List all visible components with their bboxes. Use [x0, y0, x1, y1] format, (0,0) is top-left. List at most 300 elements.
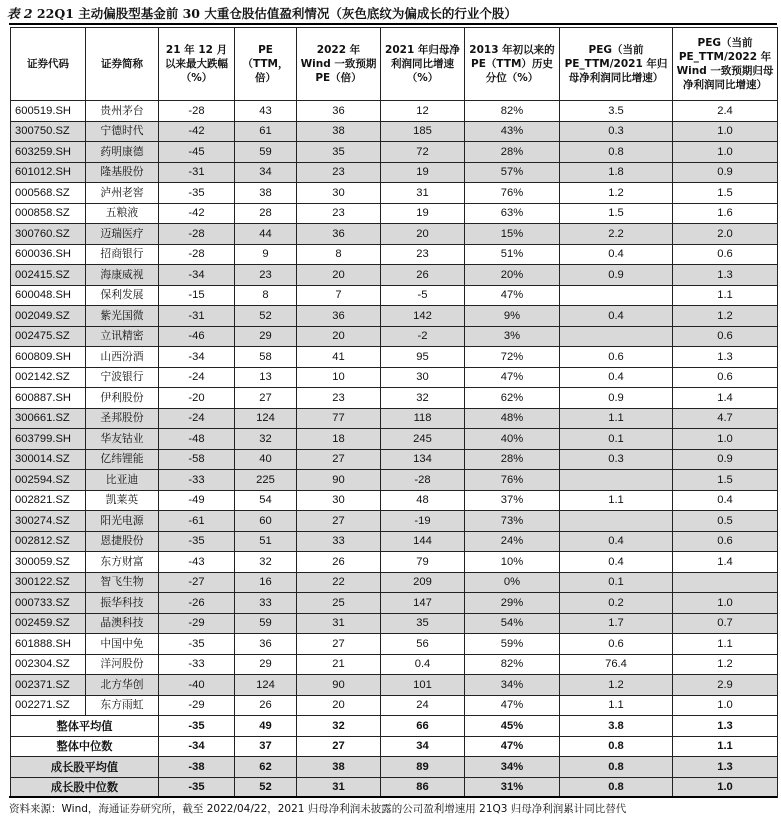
cell-pe: 27 [235, 388, 297, 409]
cell-peg-2022: 0.7 [673, 613, 778, 634]
cell-peg-2021: 0.3 [560, 449, 673, 470]
cell-pe-percentile: 76% [465, 470, 560, 491]
cell-growth2021: 56 [381, 634, 465, 655]
cell-drawdown: -40 [159, 675, 235, 696]
cell-pe: 32 [235, 552, 297, 573]
cell-name: 东方雨虹 [86, 695, 159, 716]
cell-growth2021: -28 [381, 470, 465, 491]
header-pe-percentile: 2013 年初以来的 PE（TTM）历史分位（%） [465, 28, 560, 101]
cell-peg-2022: 1.5 [673, 183, 778, 204]
cell-name: 洋河股份 [86, 654, 159, 675]
table-row [11, 654, 778, 675]
cell-drawdown: -35 [159, 531, 235, 552]
cell-drawdown: -61 [159, 511, 235, 532]
cell-growth2021: 134 [381, 449, 465, 470]
cell-code: 600887.SH [11, 388, 86, 409]
cell-name: 贵州茅台 [86, 101, 159, 122]
cell-pe-percentile: 29% [465, 593, 560, 614]
cell-peg-2021 [560, 326, 673, 347]
cell-pe-percentile: 20% [465, 265, 560, 286]
header-peg-2022: PEG（当前 PE_TTM/2022 年 Wind 一致预期归母净利润同比增速） [673, 28, 778, 101]
summary-label: 整体中位数 [11, 736, 159, 757]
cell-peg-2021: 2.2 [560, 224, 673, 245]
cell-peg-2022: 2.0 [673, 224, 778, 245]
cell-drawdown: -29 [159, 695, 235, 716]
cell-pe-percentile: 63% [465, 203, 560, 224]
cell-pe: 54 [235, 490, 297, 511]
cell-peg-2021: 0.4 [560, 531, 673, 552]
cell-peg-2022: 1.2 [673, 306, 778, 327]
cell-pe-percentile: 57% [465, 162, 560, 183]
cell-pe2022: 36 [297, 306, 381, 327]
cell-peg-2021 [560, 511, 673, 532]
cell-drawdown: -28 [159, 244, 235, 265]
cell-drawdown: -28 [159, 101, 235, 122]
cell-pe: 62 [235, 757, 297, 778]
cell-pe2022: 25 [297, 593, 381, 614]
cell-peg-2022: 1.3 [673, 716, 778, 737]
table-row [11, 183, 778, 204]
cell-peg-2021: 1.7 [560, 613, 673, 634]
cell-name: 北方华创 [86, 675, 159, 696]
cell-drawdown: -34 [159, 347, 235, 368]
cell-code: 600809.SH [11, 347, 86, 368]
cell-name: 圣邦股份 [86, 408, 159, 429]
cell-growth2021: -5 [381, 285, 465, 306]
cell-peg-2022: 1.6 [673, 203, 778, 224]
summary-row [11, 757, 778, 778]
table-row [11, 490, 778, 511]
cell-pe-percentile: 40% [465, 429, 560, 450]
cell-pe2022: 20 [297, 326, 381, 347]
cell-pe2022: 27 [297, 736, 381, 757]
cell-pe2022: 18 [297, 429, 381, 450]
cell-code: 600519.SH [11, 101, 86, 122]
cell-pe: 49 [235, 716, 297, 737]
cell-peg-2022: 1.1 [673, 634, 778, 655]
cell-growth2021: 147 [381, 593, 465, 614]
table-row [11, 429, 778, 450]
cell-pe-percentile: 3% [465, 326, 560, 347]
cell-drawdown: -34 [159, 736, 235, 757]
cell-peg-2022: 1.0 [673, 695, 778, 716]
cell-peg-2022: 0.6 [673, 531, 778, 552]
cell-code: 002475.SZ [11, 326, 86, 347]
table-row [11, 162, 778, 183]
cell-peg-2022: 0.9 [673, 449, 778, 470]
cell-peg-2021: 0.9 [560, 388, 673, 409]
cell-name: 晶澳科技 [86, 613, 159, 634]
cell-code: 000858.SZ [11, 203, 86, 224]
cell-name: 智飞生物 [86, 572, 159, 593]
cell-name: 保利发展 [86, 285, 159, 306]
cell-growth2021: -2 [381, 326, 465, 347]
cell-peg-2022: 1.4 [673, 552, 778, 573]
cell-pe: 60 [235, 511, 297, 532]
cell-pe: 44 [235, 224, 297, 245]
cell-pe2022: 8 [297, 244, 381, 265]
cell-pe: 38 [235, 183, 297, 204]
cell-name: 立讯精密 [86, 326, 159, 347]
cell-growth2021: 19 [381, 162, 465, 183]
cell-drawdown: -26 [159, 593, 235, 614]
cell-peg-2022: 1.3 [673, 347, 778, 368]
cell-growth2021: 32 [381, 388, 465, 409]
cell-growth2021: 24 [381, 695, 465, 716]
cell-name: 紫光国微 [86, 306, 159, 327]
cell-pe: 59 [235, 613, 297, 634]
cell-peg-2021: 0.4 [560, 244, 673, 265]
cell-pe-percentile: 28% [465, 449, 560, 470]
cell-code: 300760.SZ [11, 224, 86, 245]
cell-growth2021: 66 [381, 716, 465, 737]
cell-peg-2022: 1.0 [673, 142, 778, 163]
cell-code: 300059.SZ [11, 552, 86, 573]
table-row [11, 572, 778, 593]
cell-drawdown: -29 [159, 613, 235, 634]
cell-name: 比亚迪 [86, 470, 159, 491]
cell-pe-percentile: 34% [465, 675, 560, 696]
cell-pe-percentile: 47% [465, 736, 560, 757]
bottom-rule [9, 796, 777, 798]
cell-name: 海康威视 [86, 265, 159, 286]
cell-pe2022: 7 [297, 285, 381, 306]
cell-code: 002371.SZ [11, 675, 86, 696]
cell-peg-2022: 0.6 [673, 326, 778, 347]
cell-drawdown: -28 [159, 224, 235, 245]
header-code: 证券代码 [11, 28, 86, 101]
cell-peg-2021: 1.2 [560, 675, 673, 696]
cell-pe: 33 [235, 593, 297, 614]
header-row [11, 28, 778, 101]
cell-pe-percentile: 43% [465, 121, 560, 142]
cell-pe: 34 [235, 162, 297, 183]
cell-peg-2021: 0.1 [560, 572, 673, 593]
cell-pe2022: 77 [297, 408, 381, 429]
cell-pe-percentile: 47% [465, 285, 560, 306]
cell-code: 300122.SZ [11, 572, 86, 593]
cell-pe-percentile: 51% [465, 244, 560, 265]
table-row [11, 675, 778, 696]
cell-pe: 16 [235, 572, 297, 593]
cell-pe-percentile: 28% [465, 142, 560, 163]
cell-pe-percentile: 48% [465, 408, 560, 429]
table-row [11, 142, 778, 163]
cell-name: 伊利股份 [86, 388, 159, 409]
table-row [11, 470, 778, 491]
header-drawdown: 21 年 12 月以来最大跌幅（%） [159, 28, 235, 101]
cell-growth2021: 86 [381, 777, 465, 798]
cell-growth2021: 19 [381, 203, 465, 224]
cell-peg-2021: 0.8 [560, 777, 673, 798]
cell-drawdown: -42 [159, 203, 235, 224]
cell-pe2022: 38 [297, 757, 381, 778]
cell-growth2021: 142 [381, 306, 465, 327]
cell-pe2022: 23 [297, 388, 381, 409]
cell-pe2022: 21 [297, 654, 381, 675]
table-row [11, 613, 778, 634]
cell-drawdown: -58 [159, 449, 235, 470]
cell-pe: 9 [235, 244, 297, 265]
cell-pe2022: 31 [297, 613, 381, 634]
cell-pe-percentile: 47% [465, 367, 560, 388]
cell-peg-2022: 1.0 [673, 429, 778, 450]
table-row [11, 285, 778, 306]
table-row [11, 449, 778, 470]
cell-pe: 52 [235, 777, 297, 798]
cell-peg-2021 [560, 470, 673, 491]
cell-peg-2021: 0.4 [560, 306, 673, 327]
cell-pe: 61 [235, 121, 297, 142]
cell-drawdown: -42 [159, 121, 235, 142]
cell-code: 000568.SZ [11, 183, 86, 204]
cell-pe: 59 [235, 142, 297, 163]
cell-peg-2022: 0.6 [673, 367, 778, 388]
cell-pe: 29 [235, 326, 297, 347]
cell-code: 002459.SZ [11, 613, 86, 634]
cell-growth2021: 89 [381, 757, 465, 778]
cell-pe2022: 27 [297, 511, 381, 532]
cell-pe-percentile: 0% [465, 572, 560, 593]
cell-growth2021: 118 [381, 408, 465, 429]
cell-name: 振华科技 [86, 593, 159, 614]
cell-peg-2022: 1.3 [673, 265, 778, 286]
cell-peg-2021: 0.4 [560, 552, 673, 573]
cell-peg-2021: 0.6 [560, 347, 673, 368]
cell-peg-2021: 0.3 [560, 121, 673, 142]
cell-pe2022: 32 [297, 716, 381, 737]
top-rule [9, 23, 777, 25]
cell-pe: 29 [235, 654, 297, 675]
cell-code: 601012.SH [11, 162, 86, 183]
table-row [11, 531, 778, 552]
table-row [11, 265, 778, 286]
cell-growth2021: 23 [381, 244, 465, 265]
cell-code: 002415.SZ [11, 265, 86, 286]
valuation-table [10, 27, 778, 798]
cell-name: 药明康德 [86, 142, 159, 163]
cell-code: 300750.SZ [11, 121, 86, 142]
cell-drawdown: -24 [159, 408, 235, 429]
table-row [11, 326, 778, 347]
cell-drawdown: -35 [159, 183, 235, 204]
table-row [11, 347, 778, 368]
cell-pe: 36 [235, 634, 297, 655]
cell-growth2021: 48 [381, 490, 465, 511]
cell-peg-2021: 3.8 [560, 716, 673, 737]
cell-drawdown: -49 [159, 490, 235, 511]
header-name: 证券简称 [86, 28, 159, 101]
cell-pe2022: 36 [297, 101, 381, 122]
cell-growth2021: 144 [381, 531, 465, 552]
cell-peg-2021: 1.1 [560, 490, 673, 511]
cell-pe-percentile: 59% [465, 634, 560, 655]
cell-name: 华友钴业 [86, 429, 159, 450]
cell-name: 亿纬锂能 [86, 449, 159, 470]
cell-pe2022: 30 [297, 183, 381, 204]
cell-pe: 23 [235, 265, 297, 286]
table-row [11, 224, 778, 245]
cell-peg-2021: 1.8 [560, 162, 673, 183]
cell-code: 002304.SZ [11, 654, 86, 675]
cell-pe-percentile: 10% [465, 552, 560, 573]
cell-growth2021: 34 [381, 736, 465, 757]
table-row [11, 306, 778, 327]
summary-row [11, 716, 778, 737]
cell-code: 300014.SZ [11, 449, 86, 470]
summary-row [11, 777, 778, 798]
cell-peg-2022: 1.5 [673, 470, 778, 491]
cell-pe2022: 27 [297, 449, 381, 470]
cell-code: 600048.SH [11, 285, 86, 306]
cell-peg-2022: 1.0 [673, 777, 778, 798]
cell-code: 603799.SH [11, 429, 86, 450]
cell-code: 300661.SZ [11, 408, 86, 429]
cell-growth2021: 35 [381, 613, 465, 634]
table-row [11, 121, 778, 142]
cell-code: 600036.SH [11, 244, 86, 265]
table-row [11, 511, 778, 532]
cell-pe-percentile: 47% [465, 695, 560, 716]
table-row [11, 634, 778, 655]
cell-peg-2022: 0.4 [673, 490, 778, 511]
cell-growth2021: 12 [381, 101, 465, 122]
cell-pe: 40 [235, 449, 297, 470]
table-row [11, 695, 778, 716]
cell-drawdown: -38 [159, 757, 235, 778]
cell-peg-2022: 4.7 [673, 408, 778, 429]
cell-name: 五粮液 [86, 203, 159, 224]
summary-label: 整体平均值 [11, 716, 159, 737]
cell-pe: 58 [235, 347, 297, 368]
cell-drawdown: -43 [159, 552, 235, 573]
cell-pe-percentile: 62% [465, 388, 560, 409]
cell-pe: 8 [235, 285, 297, 306]
cell-name: 宁德时代 [86, 121, 159, 142]
header-growth2021: 2021 年归母净利润同比增速（%） [381, 28, 465, 101]
cell-pe-percentile: 34% [465, 757, 560, 778]
cell-peg-2022: 0.9 [673, 162, 778, 183]
cell-pe2022: 22 [297, 572, 381, 593]
cell-drawdown: -45 [159, 142, 235, 163]
cell-growth2021: 79 [381, 552, 465, 573]
cell-pe: 124 [235, 675, 297, 696]
table-row [11, 367, 778, 388]
cell-peg-2021: 0.8 [560, 736, 673, 757]
cell-pe: 32 [235, 429, 297, 450]
table-row [11, 593, 778, 614]
cell-pe2022: 41 [297, 347, 381, 368]
cell-pe-percentile: 45% [465, 716, 560, 737]
cell-drawdown: -31 [159, 162, 235, 183]
summary-label: 成长股平均值 [11, 757, 159, 778]
cell-peg-2021: 1.1 [560, 695, 673, 716]
cell-name: 东方财富 [86, 552, 159, 573]
cell-name: 宁波银行 [86, 367, 159, 388]
cell-pe2022: 10 [297, 367, 381, 388]
table-row [11, 101, 778, 122]
cell-pe2022: 23 [297, 162, 381, 183]
cell-pe2022: 20 [297, 265, 381, 286]
cell-peg-2022: 2.9 [673, 675, 778, 696]
cell-peg-2021: 0.1 [560, 429, 673, 450]
cell-peg-2022: 1.0 [673, 593, 778, 614]
cell-growth2021: 72 [381, 142, 465, 163]
cell-peg-2021: 0.4 [560, 367, 673, 388]
cell-pe-percentile: 31% [465, 777, 560, 798]
cell-pe2022: 35 [297, 142, 381, 163]
summary-row [11, 736, 778, 757]
cell-growth2021: 101 [381, 675, 465, 696]
cell-pe2022: 38 [297, 121, 381, 142]
cell-peg-2022: 1.0 [673, 121, 778, 142]
cell-drawdown: -48 [159, 429, 235, 450]
cell-peg-2022: 1.1 [673, 285, 778, 306]
header-peg-2021: PEG（当前 PE_TTM/2021 年归母净利润同比增速） [560, 28, 673, 101]
cell-code: 002142.SZ [11, 367, 86, 388]
cell-pe-percentile: 82% [465, 654, 560, 675]
table-number: 表 2 [7, 6, 33, 21]
cell-pe: 37 [235, 736, 297, 757]
cell-code: 603259.SH [11, 142, 86, 163]
cell-peg-2022: 0.6 [673, 244, 778, 265]
table-row [11, 203, 778, 224]
cell-drawdown: -35 [159, 777, 235, 798]
cell-drawdown: -33 [159, 654, 235, 675]
cell-pe: 26 [235, 695, 297, 716]
cell-peg-2022: 1.3 [673, 757, 778, 778]
cell-pe2022: 23 [297, 203, 381, 224]
cell-peg-2021: 0.6 [560, 634, 673, 655]
cell-code: 002594.SZ [11, 470, 86, 491]
cell-peg-2022: 0.5 [673, 511, 778, 532]
cell-name: 恩捷股份 [86, 531, 159, 552]
cell-code: 002812.SZ [11, 531, 86, 552]
cell-pe: 13 [235, 367, 297, 388]
cell-name: 山西汾酒 [86, 347, 159, 368]
cell-growth2021: 245 [381, 429, 465, 450]
cell-code: 002049.SZ [11, 306, 86, 327]
cell-pe2022: 90 [297, 675, 381, 696]
cell-name: 招商银行 [86, 244, 159, 265]
cell-pe-percentile: 15% [465, 224, 560, 245]
cell-peg-2021: 0.9 [560, 265, 673, 286]
cell-pe: 225 [235, 470, 297, 491]
cell-name: 中国中免 [86, 634, 159, 655]
cell-growth2021: 20 [381, 224, 465, 245]
cell-peg-2022: 2.4 [673, 101, 778, 122]
cell-pe-percentile: 82% [465, 101, 560, 122]
cell-growth2021: -19 [381, 511, 465, 532]
cell-growth2021: 26 [381, 265, 465, 286]
cell-code: 000733.SZ [11, 593, 86, 614]
cell-pe: 28 [235, 203, 297, 224]
cell-pe-percentile: 76% [465, 183, 560, 204]
cell-drawdown: -20 [159, 388, 235, 409]
cell-peg-2021: 0.2 [560, 593, 673, 614]
table-body [11, 101, 778, 798]
cell-peg-2021: 76.4 [560, 654, 673, 675]
header-pe2022: 2022 年 Wind 一致预期 PE（倍） [297, 28, 381, 101]
table-row [11, 388, 778, 409]
cell-pe2022: 36 [297, 224, 381, 245]
cell-code: 601888.SH [11, 634, 86, 655]
cell-drawdown: -31 [159, 306, 235, 327]
table-title [7, 4, 517, 22]
cell-code: 002821.SZ [11, 490, 86, 511]
cell-growth2021: 0.4 [381, 654, 465, 675]
cell-peg-2021: 0.8 [560, 757, 673, 778]
